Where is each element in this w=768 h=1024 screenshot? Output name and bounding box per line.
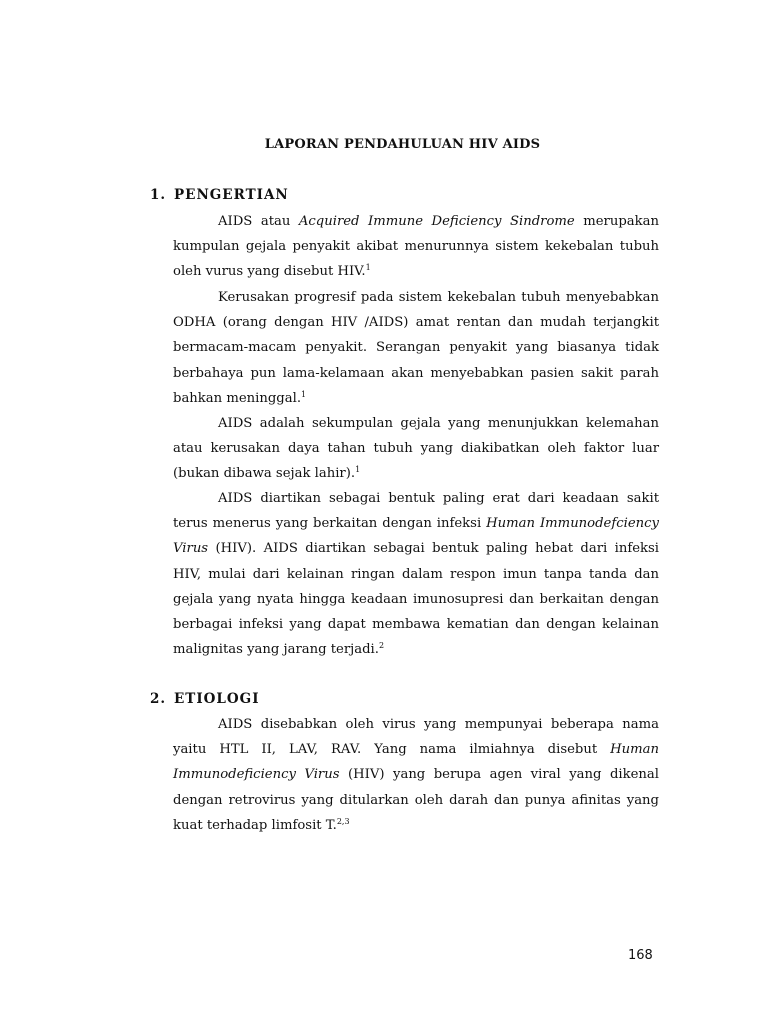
footnote-ref: 2,3 — [336, 816, 350, 826]
footnote-ref: 2 — [378, 641, 385, 651]
paragraph — [173, 411, 659, 487]
paragraph — [173, 285, 659, 411]
section-heading-etiologi — [150, 691, 260, 707]
section-number: 1. — [150, 187, 167, 203]
section-heading-pengertian — [150, 187, 289, 203]
document-title: LAPORAN PENDAHULUAN HIV AIDS — [264, 137, 541, 152]
text-run: (HIV). AIDS diartikan sebagai bentuk paling hebat dari infeksi HIV, mulai dari kelainan ringan dalam respon imun tanpa tanda dan gejala yang nyata hingga keadaan imunosupresi dan berkaitan dengan berbagai infeksi yang dapat membawa kematian dan dengan kelainan malignitas yang jarang terjadi. — [173, 541, 659, 658]
italic-term: Human Immunodeficiency Virus — [173, 742, 659, 783]
text-run: merupakan kumpulan gejala penyakit akibat menurunnya sistem kekebalan tubuh oleh vurus yang disebut HIV. — [173, 214, 659, 280]
paragraph — [173, 209, 659, 285]
text-run: AIDS disebabkan oleh virus yang mempunyai beberapa nama yaitu HTL II, LAV, RAV. Yang nama ilmiahnya disebut — [173, 717, 659, 758]
section-number: 2. — [150, 691, 167, 707]
paragraph — [173, 486, 659, 662]
text-run: Kerusakan progresif pada sistem kekebalan tubuh menyebabkan ODHA (orang dengan HIV /AIDS) amat rentan dan mudah terjangkit bermacam-macam penyakit. Serangan penyakit yang biasanya tidak berbahaya pun lama-kelamaan akan menyebabkan pasien sakit parah bahkan meninggal. — [173, 290, 659, 406]
italic-term: Acquired Immune Deficiency Sindrome — [298, 214, 575, 229]
text-run: AIDS diartikan sebagai bentuk paling erat dari keadaan sakit terus menerus yang berkaitan dengan infeksi — [173, 491, 659, 532]
text-run: AIDS atau — [218, 214, 299, 229]
footnote-ref: 1 — [365, 263, 371, 273]
footnote-ref: 1 — [355, 465, 361, 475]
page-number: 168 — [628, 948, 653, 963]
footnote-ref: 1 — [301, 389, 307, 399]
text-run: AIDS adalah sekumpulan gejala yang menunjukkan kelemahan atau kerusakan daya tahan tubuh yang diakibatkan oleh faktor luar (bukan dibawa sejak lahir). — [173, 416, 659, 482]
paragraph — [173, 712, 659, 838]
italic-term: Human Immunodefciency Virus — [173, 516, 659, 557]
section-title: PENGERTIAN — [174, 187, 289, 203]
section-title: ETIOLOGI — [174, 691, 260, 707]
text-run: (HIV) yang berupa agen viral yang dikenal dengan retrovirus yang ditularkan oleh darah dan punya afinitas yang kuat terhadap limfosit T. — [173, 767, 659, 833]
